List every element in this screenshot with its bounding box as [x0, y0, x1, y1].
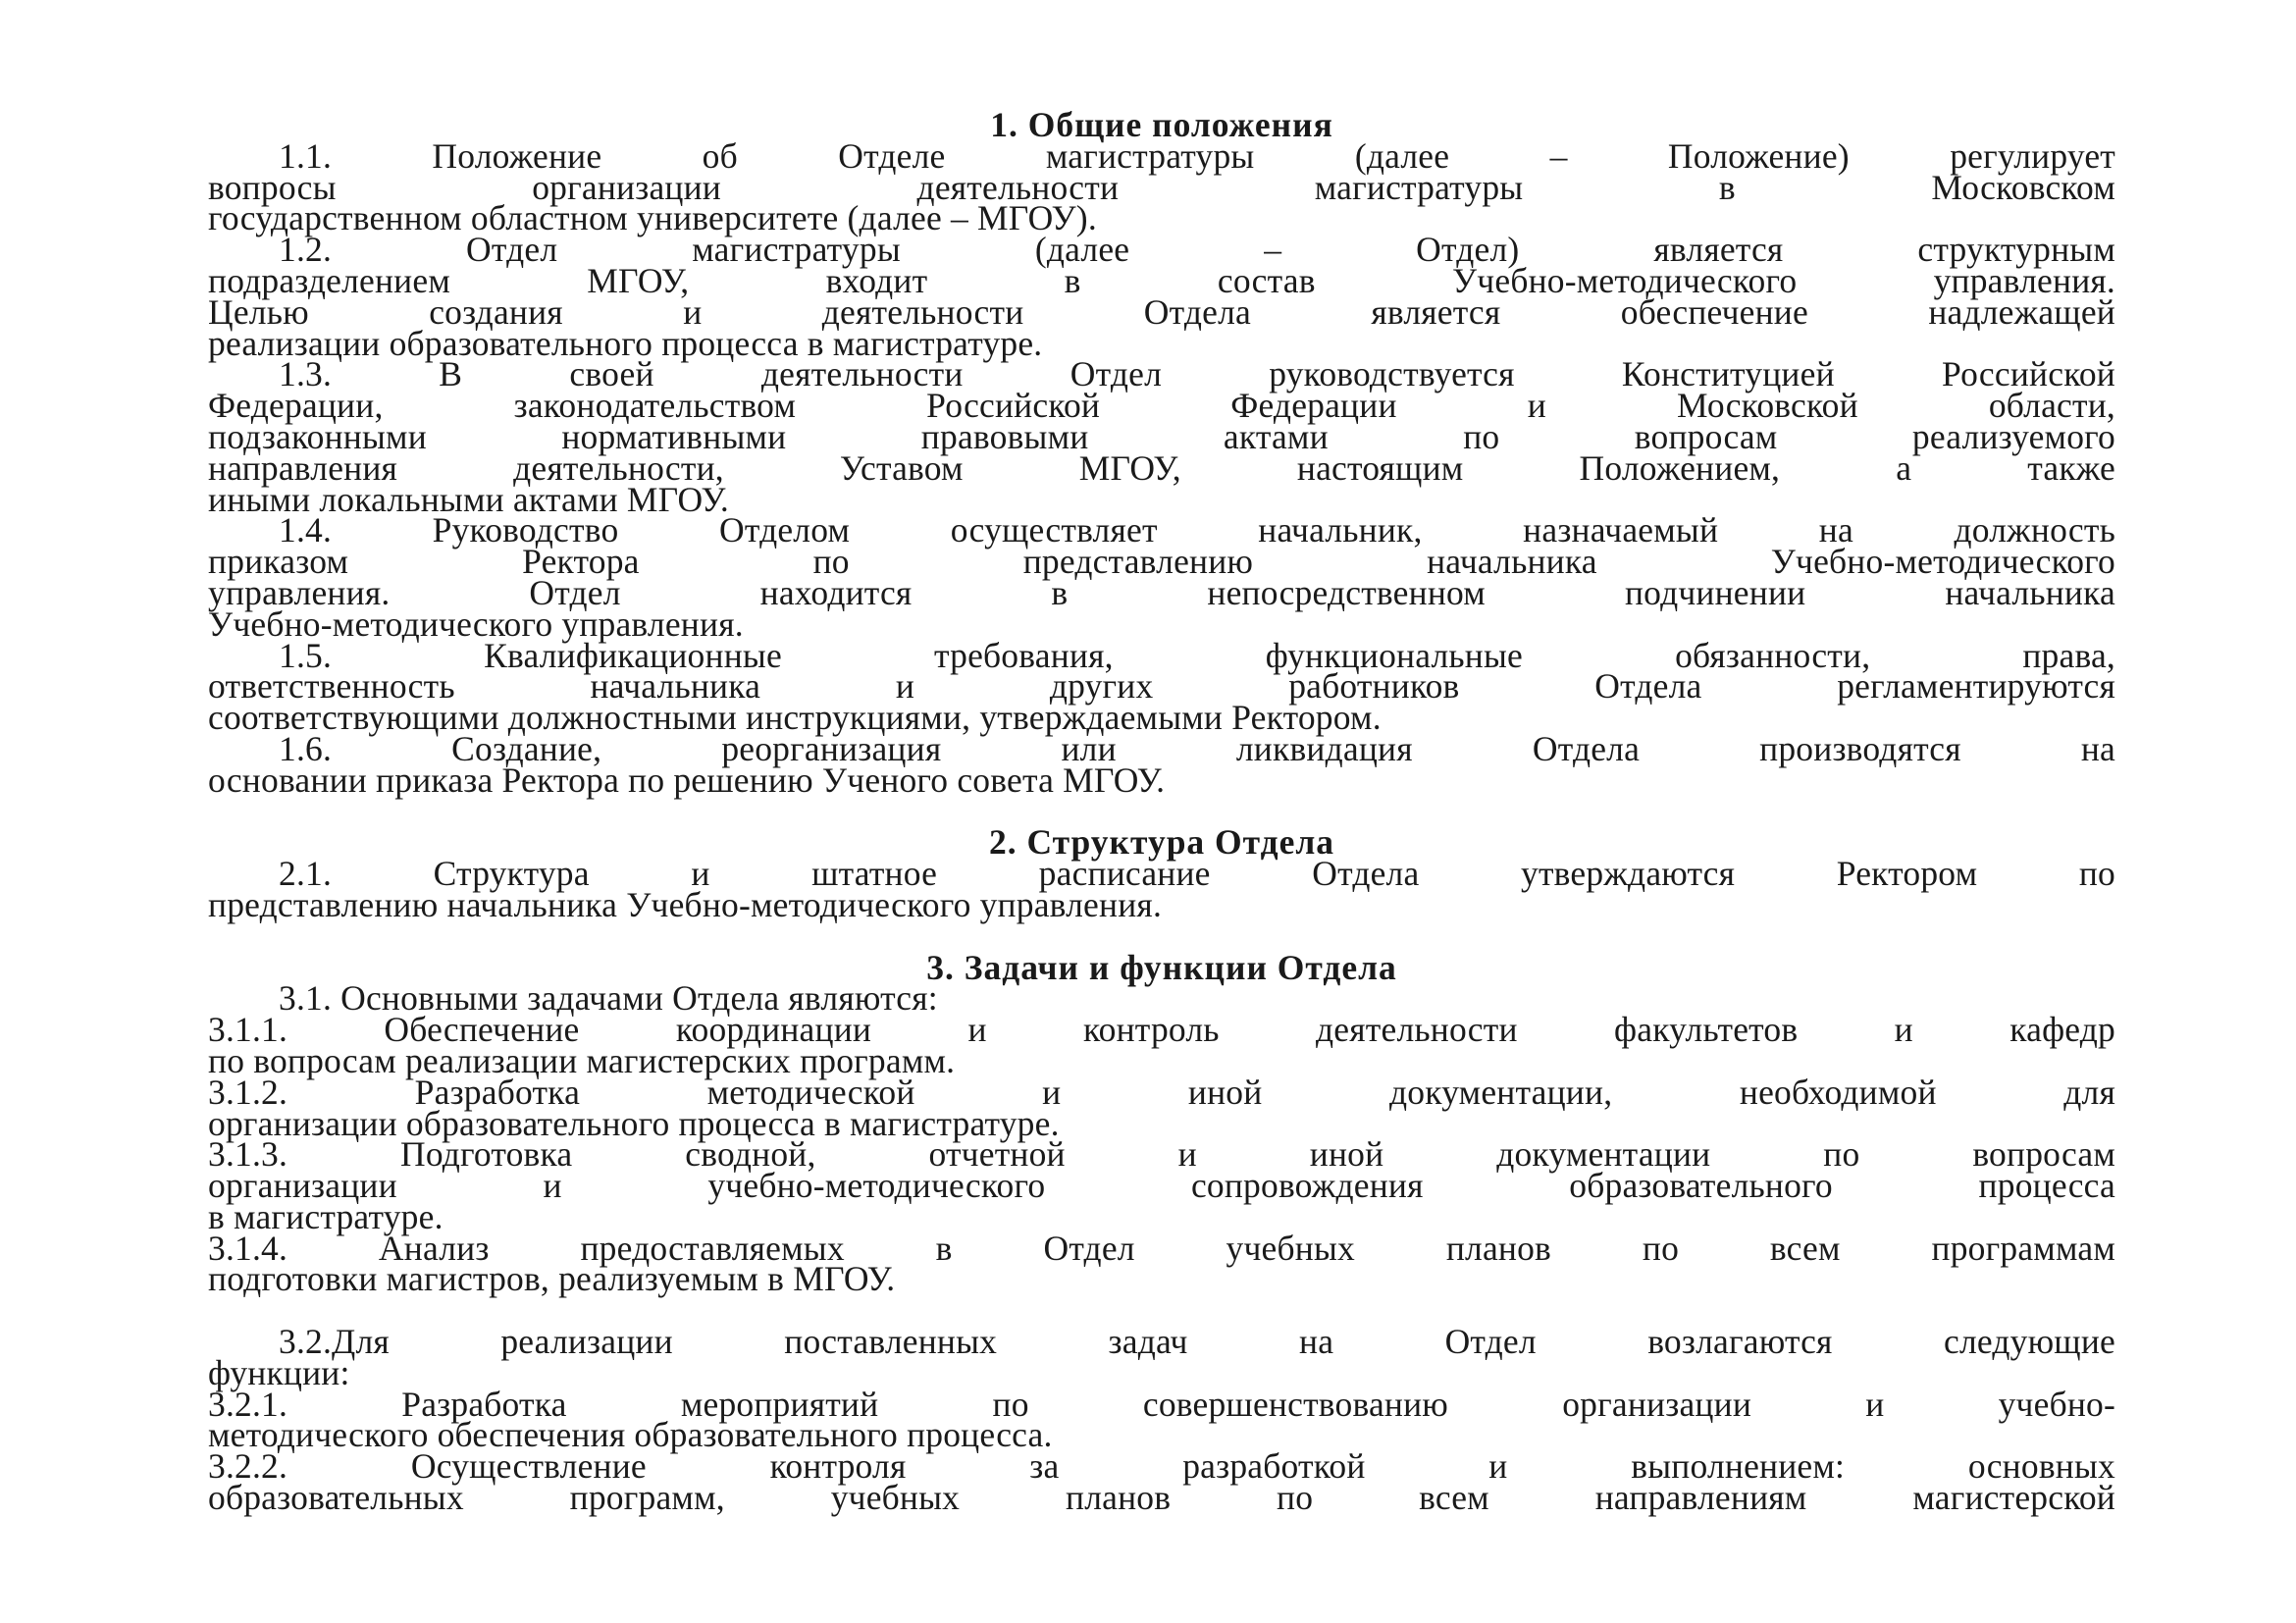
- paragraph: [208, 1228, 2115, 1299]
- text-line: соответствующими должностными инструкциями, утверждаемыми Ректором.: [208, 698, 1382, 738]
- text-line: Федерации, законодательством Российской Федерации и Московской области,: [208, 386, 2115, 426]
- text-line: 1.4. Руководство Отделом осуществляет начальник, назначаемый на должность: [279, 510, 2115, 550]
- document-page: [208, 105, 2115, 1518]
- text-line: 3.1.1. Обеспечение координации и контроль деятельности факультетов и кафедр: [208, 1010, 2115, 1050]
- text-line: 3.1.4. Анализ предоставляемых в Отдел учебных планов по всем программам: [208, 1228, 2115, 1268]
- text-line: направления деятельности, Уставом МГОУ, настоящим Положением, а также: [208, 447, 2115, 488]
- text-line: 3.1.3. Подготовка сводной, отчетной и иной документации по вопросам: [208, 1134, 2115, 1175]
- text-line: 3.2.Для реализации поставленных задач на Отдел возлагаются следующие: [279, 1322, 2115, 1362]
- text-line: государственном областном университете (далее – МГОУ).: [208, 198, 1097, 238]
- text-line: основании приказа Ректора по решению Ученого совета МГОУ.: [208, 759, 1166, 800]
- section-heading: 1. Общие положения: [990, 105, 1333, 144]
- text-line: иными локальными актами МГОУ.: [208, 479, 729, 519]
- text-line: 1.1. Положение об Отделе магистратуры (далее – Положение) регулирует: [279, 135, 2115, 176]
- text-line: ответственность начальника и других работников Отдела регламентируются: [208, 666, 2115, 707]
- text-line: организации и учебно-методического сопровождения образовательного процесса: [208, 1166, 2115, 1206]
- text-line: представлению начальника Учебно-методического управления.: [208, 884, 1163, 924]
- text-line: 3.2.1. Разработка мероприятий по совершенствованию организации и учебно-: [208, 1384, 2115, 1424]
- section-heading: 3. Задачи и функции Отдела: [926, 947, 1397, 987]
- paragraph: [208, 354, 2115, 519]
- paragraph: [208, 1072, 2115, 1143]
- paragraph: [208, 1134, 2115, 1236]
- text-line: 1.6. Создание, реорганизация или ликвидация Отдела производятся на: [279, 728, 2115, 768]
- paragraph: [208, 510, 2115, 644]
- text-line: образовательных программ, учебных планов по всем направлениям магистерской: [208, 1478, 2115, 1518]
- text-line: по вопросам реализации магистерских программ.: [208, 1040, 956, 1080]
- section-3: [208, 921, 2115, 1518]
- section-1: [208, 105, 2115, 800]
- text-line: организации образовательного процесса в магистратуре.: [208, 1103, 1060, 1143]
- text-line: 1.3. В своей деятельности Отдел руководствуется Конституцией Российской: [279, 354, 2115, 394]
- text-line: 3.2.2. Осуществление контроля за разработкой и выполнением: основных: [208, 1446, 2115, 1487]
- text-line: вопросы организации деятельности магистратуры в Московском: [208, 167, 2115, 207]
- section-heading: 2. Структура Отдела: [988, 822, 1335, 863]
- paragraph: [208, 135, 2115, 238]
- text-line: в магистратуре.: [208, 1196, 444, 1236]
- text-line: управления. Отдел находится в непосредственном подчинении начальника: [208, 572, 2115, 612]
- paragraph: [208, 728, 2115, 800]
- text-line: 3.1. Основными задачами Отдела являются:: [279, 978, 938, 1019]
- text-line: подзаконными нормативными правовыми актами по вопросам реализуемого: [208, 416, 2115, 456]
- text-line: 1.2. Отдел магистратуры (далее – Отдел) является структурным: [279, 230, 2115, 270]
- text-line: 2.1. Структура и штатное расписание Отдела утверждаются Ректором по: [279, 854, 2115, 894]
- text-line: приказом Ректора по представлению начальника Учебно-методического: [208, 542, 2115, 582]
- section-2: [208, 797, 2115, 924]
- text-line: подготовки магистров, реализуемым в МГОУ.: [208, 1259, 896, 1299]
- paragraph: [208, 1322, 2115, 1392]
- text-line: Учебно-методического управления.: [208, 603, 744, 644]
- text-line: подразделением МГОУ, входит в состав Учебно-методического управления.: [208, 260, 2115, 300]
- paragraph: [208, 854, 2115, 924]
- paragraph: [208, 230, 2115, 363]
- paragraph: [208, 1446, 2115, 1518]
- text-line: Целью создания и деятельности Отдела является обеспечение надлежащей: [208, 291, 2115, 332]
- paragraph: [208, 1010, 2115, 1080]
- text-line: 1.5. Квалификационные требования, функциональные обязанности, права,: [279, 635, 2115, 675]
- paragraph: [208, 635, 2115, 738]
- paragraph: [208, 1384, 2115, 1455]
- text-line: функции:: [208, 1352, 350, 1392]
- text-line: методического обеспечения образовательного процесса.: [208, 1415, 1053, 1455]
- text-line: реализации образовательного процесса в магистратуре.: [208, 323, 1043, 363]
- text-line: 3.1.2. Разработка методической и иной документации, необходимой для: [208, 1072, 2115, 1112]
